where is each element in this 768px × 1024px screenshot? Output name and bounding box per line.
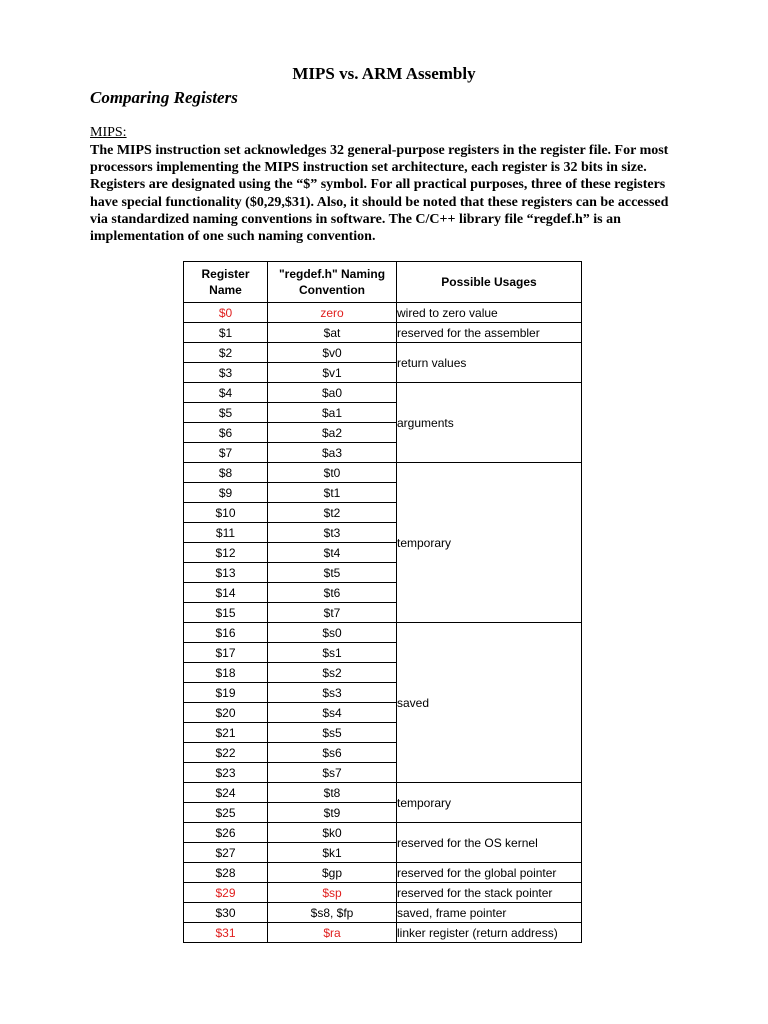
register-usage: temporary [397,783,582,823]
register-number: $12 [184,543,268,563]
table-row [184,903,582,923]
register-alias: $t0 [268,463,397,483]
table-row [184,343,582,363]
register-number: $25 [184,803,268,823]
register-alias: $a0 [268,383,397,403]
register-number: $22 [184,743,268,763]
register-number: $4 [184,383,268,403]
register-alias: $t7 [268,603,397,623]
register-usage: reserved for the OS kernel [397,823,582,863]
register-alias: $s8, $fp [268,903,397,923]
section-label: MIPS: [90,125,127,140]
register-number: $29 [184,883,268,903]
intro-paragraph [90,142,686,245]
register-usage: saved [397,623,582,783]
register-alias: $s7 [268,763,397,783]
register-alias: $gp [268,863,397,883]
register-number: $5 [184,403,268,423]
paragraph-text: The MIPS instruction set acknowledges 32 general-purpose registers in the register file. For most processors implementing the MIPS instruction set architecture, each register is 32 bits in size. Registers are designated using the “$” symbol. For all practical purposes, three of these registers have special functionality ($0,29,$31). Also, it should be noted that these registers can be accessed via standardized naming conventions in software. The C/C++ library file “regdef.h” is an implementation of one such naming convention. [90,143,669,245]
register-alias: $t8 [268,783,397,803]
header-naming-convention: "regdef.h" Naming Convention [268,262,397,303]
register-number: $20 [184,703,268,723]
subtitle: Comparing Registers [90,88,238,107]
table-row [184,303,582,323]
register-alias: $s4 [268,703,397,723]
register-alias: $k0 [268,823,397,843]
register-usage: reserved for the assembler [397,323,582,343]
register-alias: $t9 [268,803,397,823]
register-number: $28 [184,863,268,883]
table-row [184,923,582,943]
register-usage: linker register (return address) [397,923,582,943]
register-alias: $t3 [268,523,397,543]
register-alias: $t4 [268,543,397,563]
register-alias: $s6 [268,743,397,763]
register-alias: $s5 [268,723,397,743]
header-possible-usages: Possible Usages [397,262,582,303]
register-number: $21 [184,723,268,743]
register-number: $31 [184,923,268,943]
register-number: $18 [184,663,268,683]
register-number: $24 [184,783,268,803]
register-alias: $t6 [268,583,397,603]
register-number: $23 [184,763,268,783]
table-header-row [184,262,582,303]
register-usage: saved, frame pointer [397,903,582,923]
register-alias: zero [268,303,397,323]
register-table [183,261,582,943]
register-alias: $s3 [268,683,397,703]
register-usage: temporary [397,463,582,623]
register-alias: $s0 [268,623,397,643]
table-row [184,383,582,403]
register-alias: $v0 [268,343,397,363]
register-alias: $a2 [268,423,397,443]
register-usage: return values [397,343,582,383]
table-row [184,823,582,843]
register-number: $3 [184,363,268,383]
table-row [184,783,582,803]
register-alias: $a3 [268,443,397,463]
register-number: $6 [184,423,268,443]
register-number: $0 [184,303,268,323]
register-alias: $t2 [268,503,397,523]
register-number: $14 [184,583,268,603]
table-row [184,623,582,643]
register-alias: $k1 [268,843,397,863]
table-row [184,463,582,483]
register-number: $7 [184,443,268,463]
register-number: $10 [184,503,268,523]
register-number: $16 [184,623,268,643]
register-number: $2 [184,343,268,363]
register-usage: reserved for the stack pointer [397,883,582,903]
register-alias: $t1 [268,483,397,503]
register-table-body [184,303,582,943]
table-row [184,883,582,903]
register-alias: $ra [268,923,397,943]
table-row [184,323,582,343]
register-number: $27 [184,843,268,863]
register-number: $15 [184,603,268,623]
register-alias: $t5 [268,563,397,583]
register-number: $9 [184,483,268,503]
header-register-name: Register Name [184,262,268,303]
register-number: $26 [184,823,268,843]
register-number: $1 [184,323,268,343]
register-alias: $s2 [268,663,397,683]
register-usage: reserved for the global pointer [397,863,582,883]
table-row [184,863,582,883]
register-usage: wired to zero value [397,303,582,323]
register-usage: arguments [397,383,582,463]
register-number: $8 [184,463,268,483]
register-number: $13 [184,563,268,583]
register-alias: $s1 [268,643,397,663]
register-alias: $v1 [268,363,397,383]
register-alias: $at [268,323,397,343]
register-alias: $sp [268,883,397,903]
register-number: $11 [184,523,268,543]
register-alias: $a1 [268,403,397,423]
register-number: $30 [184,903,268,923]
register-number: $17 [184,643,268,663]
register-number: $19 [184,683,268,703]
page-title: MIPS vs. ARM Assembly [292,64,476,83]
